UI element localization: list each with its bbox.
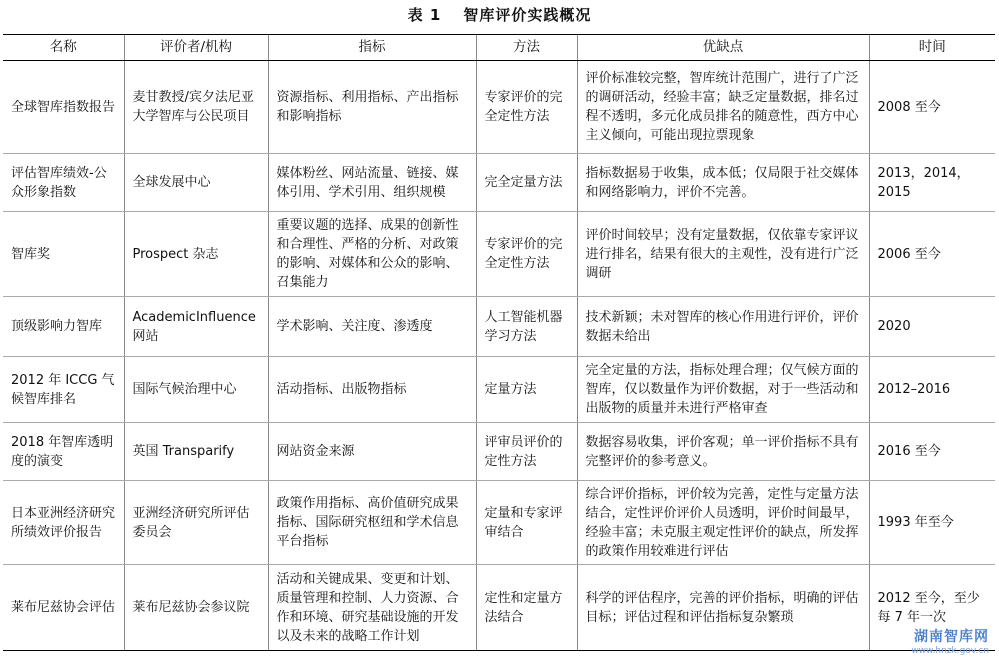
table-row: [3, 357, 995, 423]
cell-evaluator: AcademicInfluence 网站: [124, 297, 268, 357]
table-row: [3, 481, 995, 565]
cell-time: 2013，2014，2015: [869, 154, 995, 212]
cell-time: 2006 至今: [869, 212, 995, 297]
site-watermark: [911, 626, 989, 656]
table-row: [3, 61, 995, 154]
cell-indicators: 资源指标、利用指标、产出指标和影响指标: [268, 61, 476, 154]
column-header-method: 方法: [476, 35, 577, 61]
cell-time: 2012 至今，至少每 7 年一次: [869, 565, 995, 651]
cell-time: 1993 年至今: [869, 481, 995, 565]
cell-method: 定量方法: [476, 357, 577, 423]
table-row: [3, 212, 995, 297]
cell-pros-cons: 综合评价指标，评价较为完善，定性与定量方法结合，定性评价评价人员透明，评价时间最早，经验丰富；未克服主观定性评价的缺点，所发挥的政策作用较难进行评估: [577, 481, 869, 565]
evaluation-table: [3, 34, 995, 651]
column-header-indicators: 指标: [268, 35, 476, 61]
cell-evaluator: 国际气候治理中心: [124, 357, 268, 423]
cell-name: 顶级影响力智库: [3, 297, 124, 357]
column-header-time: 时间: [869, 35, 995, 61]
cell-indicators: 活动指标、出版物指标: [268, 357, 476, 423]
cell-pros-cons: 评价时间较早；没有定量数据，仅依靠专家评议进行排名，结果有很大的主观性，没有进行广泛调研: [577, 212, 869, 297]
cell-evaluator: 全球发展中心: [124, 154, 268, 212]
cell-pros-cons: 数据容易收集，评价客观；单一评价指标不具有完整评价的参考意义。: [577, 423, 869, 481]
cell-name: 莱布尼兹协会评估: [3, 565, 124, 651]
cell-pros-cons: 评价标准较完整，智库统计范围广，进行了广泛的调研活动，经验丰富；缺乏定量数据，排名过程不透明，多元化成员排名的随意性，西方中心主义倾向，可能出现拉票现象: [577, 61, 869, 154]
cell-name: 全球智库指数报告: [3, 61, 124, 154]
column-header-pros-cons: 优缺点: [577, 35, 869, 61]
cell-time: 2016 至今: [869, 423, 995, 481]
cell-method: 完全定量方法: [476, 154, 577, 212]
cell-method: 评审员评价的定性方法: [476, 423, 577, 481]
cell-indicators: 网站资金来源: [268, 423, 476, 481]
cell-method: 人工智能机器学习方法: [476, 297, 577, 357]
cell-pros-cons: 科学的评估程序，完善的评价指标，明确的评估目标；评估过程和评估指标复杂繁琐: [577, 565, 869, 651]
table-caption: [0, 4, 999, 25]
cell-evaluator: 英国 Transparify: [124, 423, 268, 481]
cell-method: 专家评价的完全定性方法: [476, 61, 577, 154]
cell-pros-cons: 技术新颖；未对智库的核心作用进行评价，评价数据未给出: [577, 297, 869, 357]
cell-name: 2012 年 ICCG 气候智库排名: [3, 357, 124, 423]
watermark-url: www.hnzk.gov.cn: [911, 646, 989, 656]
cell-name: 2018 年智库透明度的演变: [3, 423, 124, 481]
cell-method: 定量和专家评审结合: [476, 481, 577, 565]
cell-evaluator: 麦甘教授/宾夕法尼亚大学智库与公民项目: [124, 61, 268, 154]
column-header-name: 名称: [3, 35, 124, 61]
table-row: [3, 154, 995, 212]
cell-evaluator: Prospect 杂志: [124, 212, 268, 297]
cell-time: 2020: [869, 297, 995, 357]
watermark-name: 湖南智库网: [914, 629, 989, 645]
cell-pros-cons: 指标数据易于收集，成本低；仅局限于社交媒体和网络影响力，评价不完善。: [577, 154, 869, 212]
cell-name: 日本亚洲经济研究所绩效评价报告: [3, 481, 124, 565]
table-number: 表 1: [407, 6, 442, 24]
cell-evaluator: 亚洲经济研究所评估委员会: [124, 481, 268, 565]
cell-indicators: 媒体粉丝、网站流量、链接、媒体引用、学术引用、组织规模: [268, 154, 476, 212]
cell-method: 定性和定量方法结合: [476, 565, 577, 651]
table-title: 智库评价实践概况: [463, 6, 592, 24]
header-row: [3, 35, 995, 61]
cell-indicators: 重要议题的选择、成果的创新性和合理性、严格的分析、对政策的影响、对媒体和公众的影响、召集能力: [268, 212, 476, 297]
cell-name: 智库奖: [3, 212, 124, 297]
cell-indicators: 活动和关键成果、变更和计划、质量管理和控制、人力资源、合作和环境、研究基础设施的开发以及未来的战略工作计划: [268, 565, 476, 651]
cell-time: 2008 至今: [869, 61, 995, 154]
cell-indicators: 学术影响、关注度、渗透度: [268, 297, 476, 357]
table-row: [3, 565, 995, 651]
cell-method: 专家评价的完全定性方法: [476, 212, 577, 297]
cell-indicators: 政策作用指标、高价值研究成果指标、国际研究枢纽和学术信息平台指标: [268, 481, 476, 565]
table-row: [3, 423, 995, 481]
column-header-evaluator: 评价者/机构: [124, 35, 268, 61]
cell-name: 评估智库绩效-公众形象指数: [3, 154, 124, 212]
cell-pros-cons: 完全定量的方法，指标处理合理；仅气候方面的智库，仅以数量作为评价数据，对于一些活动和出版物的质量并未进行严格审查: [577, 357, 869, 423]
cell-evaluator: 莱布尼兹协会参议院: [124, 565, 268, 651]
cell-time: 2012–2016: [869, 357, 995, 423]
table-row: [3, 297, 995, 357]
